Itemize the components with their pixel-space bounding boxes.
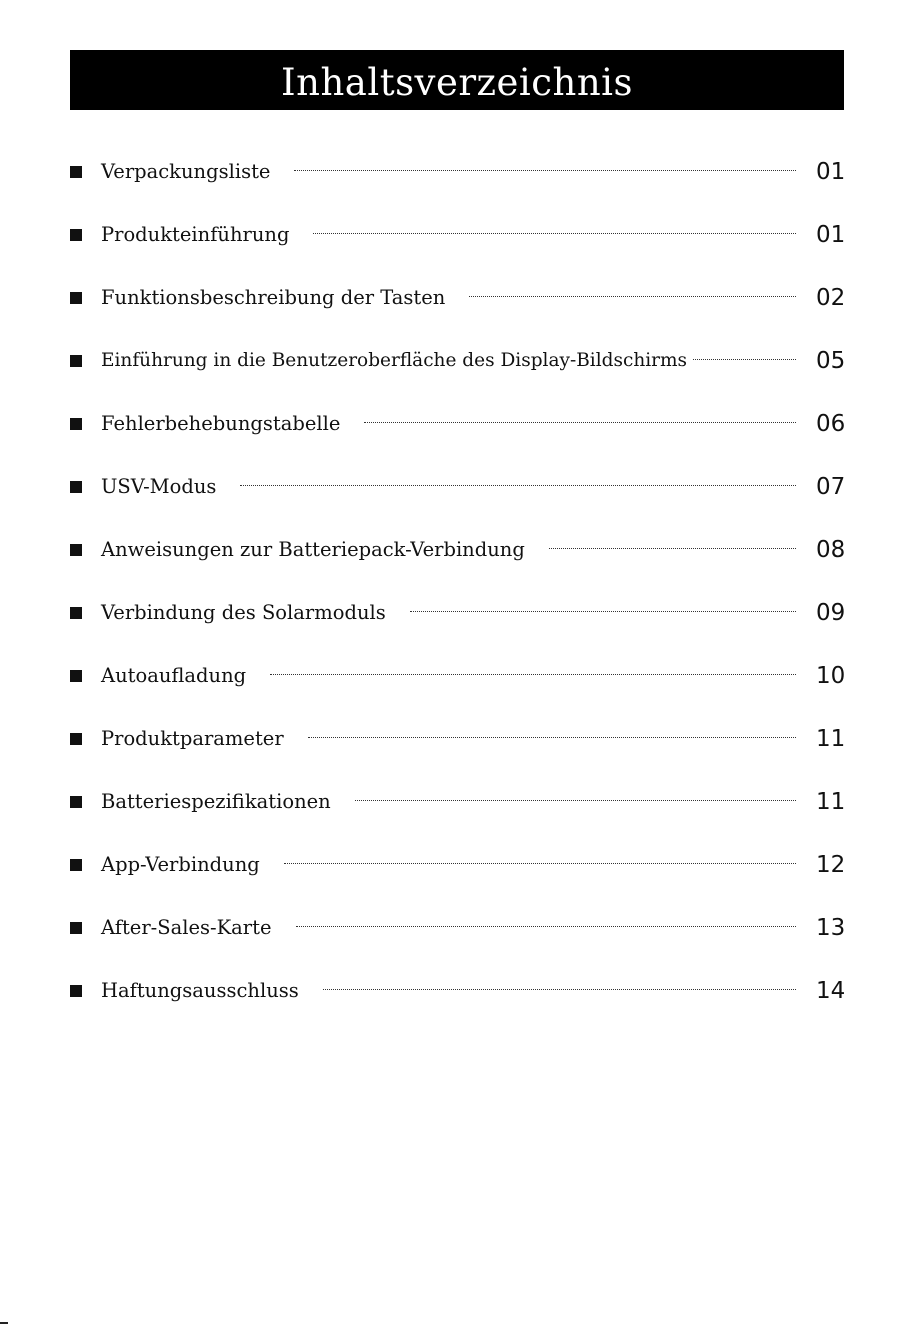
square-bullet-icon [70,544,82,556]
dotted-leader [296,926,797,927]
toc-item-label: Verpackungsliste [101,160,271,184]
toc-item[interactable] [70,974,844,1008]
toc-item[interactable] [70,848,844,882]
toc-item-label: Autoaufladung [101,664,247,688]
toc-item[interactable] [70,344,844,378]
toc-item[interactable] [70,281,844,315]
toc-item-label: App-Verbindung [101,853,260,877]
dotted-leader [693,359,796,360]
toc-item-label: Einführung in die Benutzeroberfläche des Display-Bildschirms [101,349,688,371]
toc-item-label: USV-Modus [101,475,217,499]
toc-item[interactable] [70,155,844,189]
toc-item[interactable] [70,785,844,819]
toc-item-label: Funktionsbeschreibung der Tasten [101,286,446,310]
toc-item-page: 09 [816,599,846,626]
toc-item-label: Produktparameter [101,727,284,751]
square-bullet-icon [70,481,82,493]
dotted-leader [308,737,796,738]
toc-item-page: 01 [816,221,846,248]
toc-item-label: Batteriespezifikationen [101,790,331,814]
square-bullet-icon [70,229,82,241]
toc-item-label: Produkteinführung [101,223,290,247]
square-bullet-icon [70,607,82,619]
dotted-leader [270,674,796,675]
toc-item-label: Fehlerbehebungstabelle [101,412,341,436]
toc-item-label: Haftungsausschluss [101,979,299,1003]
toc-item-label: Anweisungen zur Batteriepack-Verbindung [101,538,525,562]
toc-item-page: 08 [816,536,846,563]
toc-item[interactable] [70,470,844,504]
dotted-leader [284,863,796,864]
toc-item-page: 01 [816,158,846,185]
square-bullet-icon [70,733,82,745]
toc-item-page: 02 [816,284,846,311]
dotted-leader [323,989,796,990]
square-bullet-icon [70,292,82,304]
title-bar [70,50,844,110]
toc-item[interactable] [70,596,844,630]
toc-item-page: 06 [816,410,846,437]
dotted-leader [364,422,796,423]
toc-item-page: 14 [816,977,846,1004]
toc-item-label: Verbindung des Solarmoduls [101,601,386,625]
square-bullet-icon [70,670,82,682]
toc-item-page: 11 [816,725,846,752]
dotted-leader [313,233,796,234]
page-title: Inhaltsverzeichnis [281,60,633,104]
square-bullet-icon [70,796,82,808]
dotted-leader [549,548,796,549]
toc-item-page: 13 [816,914,846,941]
toc-item[interactable] [70,911,844,945]
square-bullet-icon [70,922,82,934]
toc-item-page: 10 [816,662,846,689]
toc-item-page: 11 [816,788,846,815]
square-bullet-icon [70,355,82,367]
toc-item[interactable] [70,659,844,693]
toc-item-page: 12 [816,851,846,878]
square-bullet-icon [70,859,82,871]
dotted-leader [240,485,796,486]
toc-item-page: 05 [816,347,846,374]
toc-item[interactable] [70,533,844,567]
toc-item[interactable] [70,407,844,441]
toc-item[interactable] [70,218,844,252]
dotted-leader [355,800,796,801]
dotted-leader [469,296,796,297]
square-bullet-icon [70,418,82,430]
toc-item-label: After-Sales-Karte [101,916,272,940]
square-bullet-icon [70,166,82,178]
dotted-leader [294,170,796,171]
toc-item[interactable] [70,722,844,756]
dotted-leader [410,611,796,612]
toc-item-page: 07 [816,473,846,500]
square-bullet-icon [70,985,82,997]
